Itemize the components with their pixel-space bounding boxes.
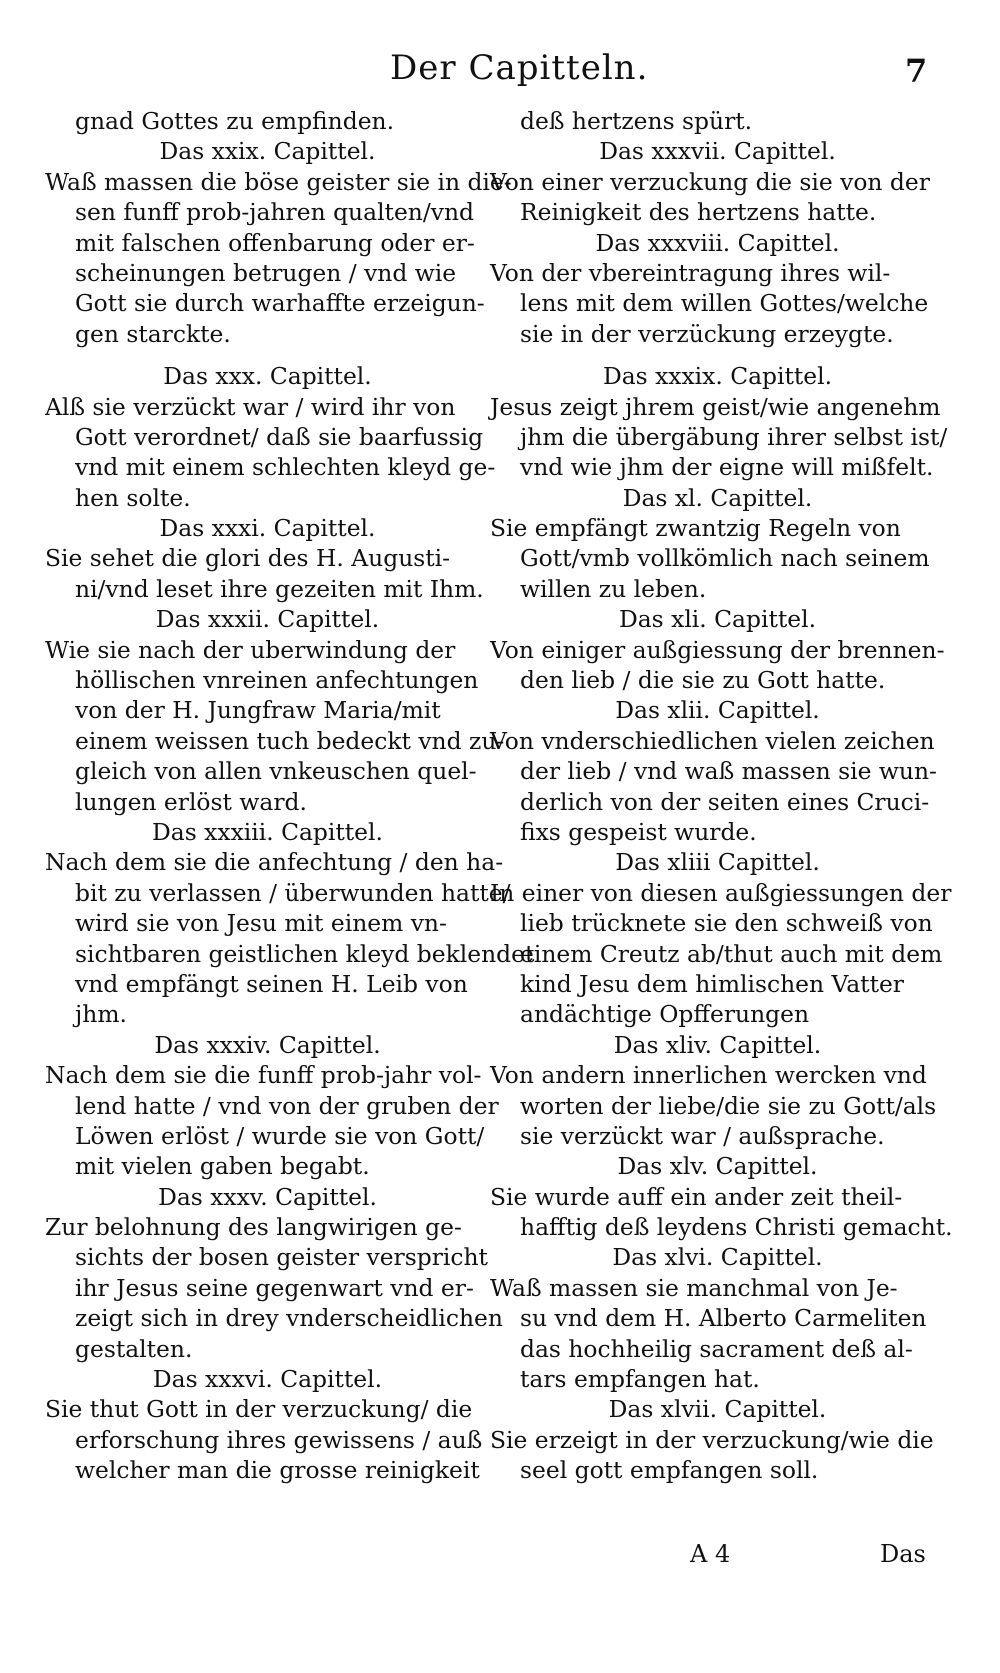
- summary-line: jhm.: [75, 1000, 127, 1029]
- summary-line: einem weissen tuch bedeckt vnd zu-: [75, 726, 505, 755]
- left-column: [45, 106, 535, 1486]
- summary-line: sichts der bosen geister verspricht: [75, 1243, 488, 1272]
- chapter-heading: Das xlv. Capittel.: [617, 1152, 818, 1181]
- summary-line: mit vielen gaben begabt.: [75, 1152, 370, 1181]
- chapter-heading: Das xlii. Capittel.: [615, 696, 820, 725]
- summary-line: Wie sie nach der uberwindung der: [45, 635, 456, 664]
- chapter-heading: Das xxxiv. Capittel.: [154, 1030, 381, 1059]
- summary-line: scheinungen betrugen / vnd wie: [75, 258, 457, 287]
- chapter-heading: Das xxxii. Capittel.: [155, 605, 380, 634]
- summary-line: willen zu leben.: [520, 574, 707, 603]
- summary-line: sichtbaren geistlichen kleyd beklendet: [75, 939, 535, 968]
- summary-line: Sie thut Gott in der verzuckung/ die: [45, 1395, 473, 1424]
- summary-line: ni/vnd leset ihre gezeiten mit Ihm.: [75, 574, 484, 603]
- summary-line: In einer von diesen außgiessungen der: [490, 878, 952, 907]
- summary-line: vnd wie jhm der eigne will mißfelt.: [520, 453, 934, 482]
- spacing-gap: [45, 349, 490, 361]
- chapter-heading: Das xxxi. Capittel.: [159, 514, 376, 543]
- chapter-heading: Das xxix. Capittel.: [159, 137, 376, 166]
- chapter-heading: Das xli. Capittel.: [618, 605, 817, 634]
- right-column: [490, 106, 953, 1486]
- summary-line: fixs gespeist wurde.: [520, 817, 757, 846]
- summary-line: lend hatte / vnd von der gruben der: [75, 1091, 499, 1120]
- summary-line: ihr Jesus seine gegenwart vnd er-: [75, 1273, 474, 1302]
- summary-line: lieb trücknete sie den schweiß von: [520, 909, 933, 938]
- summary-line: Jesus zeigt jhrem geist/wie angenehm: [490, 392, 941, 421]
- chapter-heading: Das xxxvii. Capittel.: [599, 137, 836, 166]
- summary-line: Sie wurde auff ein ander zeit theil-: [490, 1182, 903, 1211]
- summary-line: vnd mit einem schlechten kleyd ge-: [75, 453, 496, 482]
- summary-line: Gott sie durch warhaffte erzeigun-: [75, 289, 485, 318]
- summary-line: Von andern innerlichen wercken vnd: [490, 1061, 927, 1090]
- summary-line: Zur belohnung des langwirigen ge-: [45, 1213, 462, 1242]
- spacing-gap: [490, 349, 945, 361]
- summary-line: von der H. Jungfraw Maria/mit: [75, 696, 441, 725]
- summary-line: Sie sehet die glori des H. Augusti-: [45, 544, 451, 573]
- summary-line: Sie empfängt zwantzig Regeln von: [490, 514, 901, 543]
- summary-line: hen solte.: [75, 483, 191, 512]
- summary-line: Waß massen die böse geister sie in die-: [45, 167, 512, 196]
- chapter-heading: Das xxxix. Capittel.: [602, 362, 833, 391]
- summary-line: gleich von allen vnkeuschen quel-: [75, 757, 477, 786]
- chapter-heading: Das xlvi. Capittel.: [612, 1243, 823, 1272]
- chapter-heading: Das xxxvi. Capittel.: [152, 1365, 383, 1394]
- summary-line: erforschung ihres gewissens / auß: [75, 1425, 483, 1454]
- summary-line: Sie erzeigt in der verzuckung/wie die: [490, 1425, 934, 1454]
- summary-line: wird sie von Jesu mit einem vn-: [75, 909, 447, 938]
- summary-line: Von vnderschiedlichen vielen zeichen: [490, 726, 935, 755]
- chapter-heading: Das xliii Capittel.: [615, 848, 820, 877]
- summary-line: lens mit dem willen Gottes/welche: [520, 289, 929, 318]
- summary-line: seel gott empfangen soll.: [520, 1456, 819, 1485]
- summary-line: Löwen erlöst / wurde sie von Gott/: [75, 1121, 485, 1150]
- summary-line: hafftig deß leydens Christi gemacht.: [520, 1213, 953, 1242]
- summary-line: Alß sie verzückt war / wird ihr von: [45, 392, 456, 421]
- chapter-heading: Das xxx. Capittel.: [163, 362, 372, 391]
- page-number: 7: [905, 52, 928, 90]
- summary-line: gnad Gottes zu empfinden.: [75, 107, 395, 135]
- summary-line: andächtige Opfferungen: [520, 1000, 810, 1029]
- summary-line: Von einer verzuckung die sie von der: [490, 167, 930, 196]
- summary-line: derlich von der seiten eines Cruci-: [520, 787, 930, 816]
- summary-line: sen funff prob-jahren qualten/vnd: [75, 198, 474, 227]
- summary-line: kind Jesu dem himlischen Vatter: [520, 969, 904, 998]
- chapter-heading: Das xl. Capittel.: [622, 483, 813, 512]
- summary-line: jhm die übergäbung ihrer selbst ist/: [520, 422, 948, 451]
- summary-line: das hochheilig sacrament deß al-: [520, 1334, 913, 1363]
- summary-line: einem Creutz ab/thut auch mit dem: [520, 939, 943, 968]
- summary-line: Nach dem sie die funff prob-jahr vol-: [45, 1061, 482, 1090]
- summary-line: Gott/vmb vollkömlich nach seinem: [520, 544, 930, 573]
- summary-line: lungen erlöst ward.: [75, 787, 307, 816]
- summary-line: sie in der verzückung erzeygte.: [520, 319, 894, 348]
- summary-line: su vnd dem H. Alberto Carmeliten: [520, 1304, 927, 1333]
- summary-line: gen starckte.: [75, 319, 231, 348]
- summary-line: höllischen vnreinen anfechtungen: [75, 666, 479, 695]
- summary-line: sie verzückt war / außsprache.: [520, 1121, 885, 1150]
- chapter-heading: Das xliv. Capittel.: [613, 1030, 822, 1059]
- chapter-heading: Das xxxv. Capittel.: [158, 1182, 377, 1211]
- summary-line: Reinigkeit des hertzens hatte.: [520, 198, 877, 227]
- summary-line: tars empfangen hat.: [520, 1365, 760, 1394]
- summary-line: bit zu verlassen / überwunden hatte/: [75, 878, 511, 907]
- summary-line: Von der vbereintragung ihres wil-: [490, 258, 891, 287]
- catchword: Das: [880, 1540, 926, 1568]
- summary-line: worten der liebe/die sie zu Gott/als: [520, 1091, 937, 1120]
- summary-line: zeigt sich in drey vnderscheidlichen: [75, 1304, 503, 1333]
- summary-line: der lieb / vnd waß massen sie wun-: [520, 757, 937, 786]
- summary-line: Waß massen sie manchmal von Je-: [490, 1273, 898, 1302]
- signature-mark: A 4: [690, 1540, 731, 1568]
- summary-line: deß hertzens spürt.: [520, 107, 753, 135]
- summary-line: mit falschen offenbarung oder er-: [75, 228, 475, 257]
- summary-line: welcher man die grosse reinigkeit: [75, 1456, 480, 1485]
- summary-line: den lieb / die sie zu Gott hatte.: [520, 666, 886, 695]
- summary-line: gestalten.: [75, 1334, 193, 1363]
- summary-line: vnd empfängt seinen H. Leib von: [75, 969, 468, 998]
- running-head: Der Capitteln.: [390, 48, 649, 88]
- summary-line: Von einiger außgiessung der brennen-: [490, 635, 945, 664]
- chapter-heading: Das xxxiii. Capittel.: [152, 817, 383, 846]
- summary-line: Gott verordnet/ daß sie baarfussig: [75, 422, 484, 451]
- summary-line: Nach dem sie die anfechtung / den ha-: [45, 848, 504, 877]
- chapter-heading: Das xlvii. Capittel.: [608, 1395, 827, 1424]
- chapter-heading: Das xxxviii. Capittel.: [595, 228, 840, 257]
